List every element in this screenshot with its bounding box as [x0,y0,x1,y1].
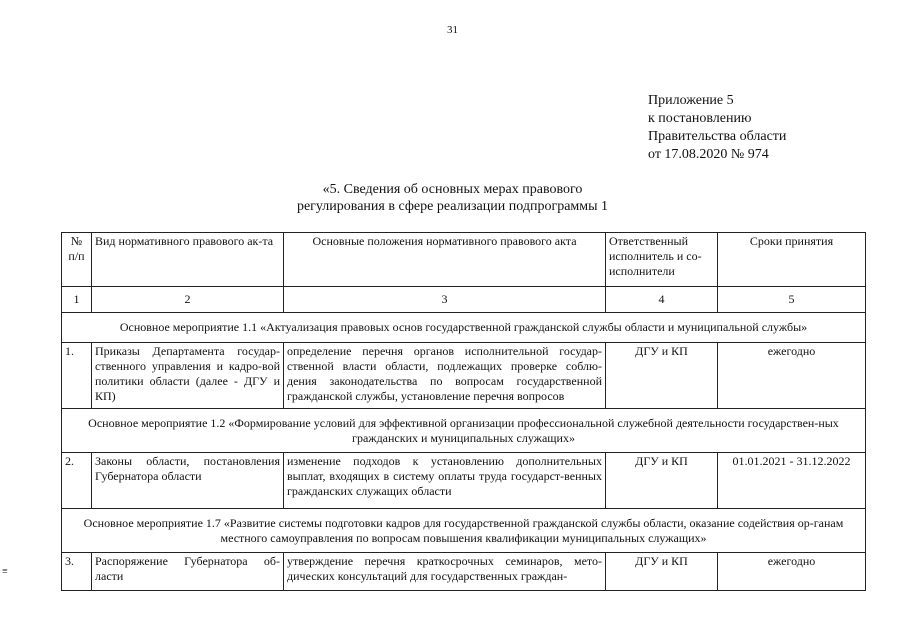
row-type: Законы области, постановления Губернатора области [92,453,284,509]
header-num: № п/п [62,233,92,287]
appendix-line: к постановлению [648,111,752,126]
row-terms: ежегодно [718,343,866,409]
column-number-row [62,287,866,313]
row-terms: 01.01.2021 - 31.12.2022 [718,453,866,509]
row-provisions: определение перечня органов исполнительной государ-ственной власти области, подлежащих проверке соблю-дения законодательства по вопросам государственной гражданской службы, установление перечня вопросов [284,343,606,409]
header-terms: Сроки принятия [718,233,866,287]
section-row [62,313,866,343]
appendix-line: Правительства области [648,129,787,144]
header-provisions: Основные положения нормативного правового акта [284,233,606,287]
row-provisions: утверждение перечня краткосрочных семинаров, мето-дических консультаций для государственных граждан- [284,553,606,591]
appendix-block [648,92,786,164]
appendix-line: Приложение 5 [648,93,734,108]
document-title [0,181,905,215]
margin-mark: ≡ [2,566,7,577]
col-number: 4 [606,287,718,313]
header-type: Вид нормативного правового ак-та [92,233,284,287]
section-row [62,409,866,453]
header-row [62,233,866,287]
row-executor: ДГУ и КП [606,343,718,409]
table-row [62,343,866,409]
row-executor: ДГУ и КП [606,453,718,509]
section-row [62,509,866,553]
col-number: 3 [284,287,606,313]
col-number: 1 [62,287,92,313]
row-num: 3. [62,553,92,591]
row-num: 1. [62,343,92,409]
table-row [62,553,866,591]
row-num: 2. [62,453,92,509]
row-terms: ежегодно [718,553,866,591]
row-executor: ДГУ и КП [606,553,718,591]
table-row [62,453,866,509]
title-line: регулирования в сфере реализации подпрограммы 1 [296,199,609,214]
row-provisions: изменение подходов к установлению дополнительных выплат, входящих в систему оплаты труда государст-венных гражданских служащих области [284,453,606,509]
section-title: Основное мероприятие 1.2 «Формирование условий для эффективной организации профессиональной служебной деятельности государствен-ных гражданских и муниципальных служащих» [62,409,866,453]
section-title: Основное мероприятие 1.1 «Актуализация правовых основ государственной гражданской службы области и муниципальной службы» [62,313,866,343]
measures-table [61,232,866,591]
col-number: 2 [92,287,284,313]
row-type: Приказы Департамента государ-ственного управления и кадро-вой политики области (далее - ДГУ и КП) [92,343,284,409]
appendix-line: от 17.08.2020 № 974 [648,147,769,162]
page-number: 31 [447,24,458,36]
row-type: Распоряжение Губернатора об-ласти [92,553,284,591]
section-title: Основное мероприятие 1.7 «Развитие системы подготовки кадров для государственной гражданской службы области, оказание содействия ор-ганам местного самоуправления по вопросам повышения квалификации муниципальных служащих» [62,509,866,553]
col-number: 5 [718,287,866,313]
header-executor: Ответственный исполнитель и со-исполнители [606,233,718,287]
title-line: «5. Сведения об основных мерах правового [322,182,583,197]
